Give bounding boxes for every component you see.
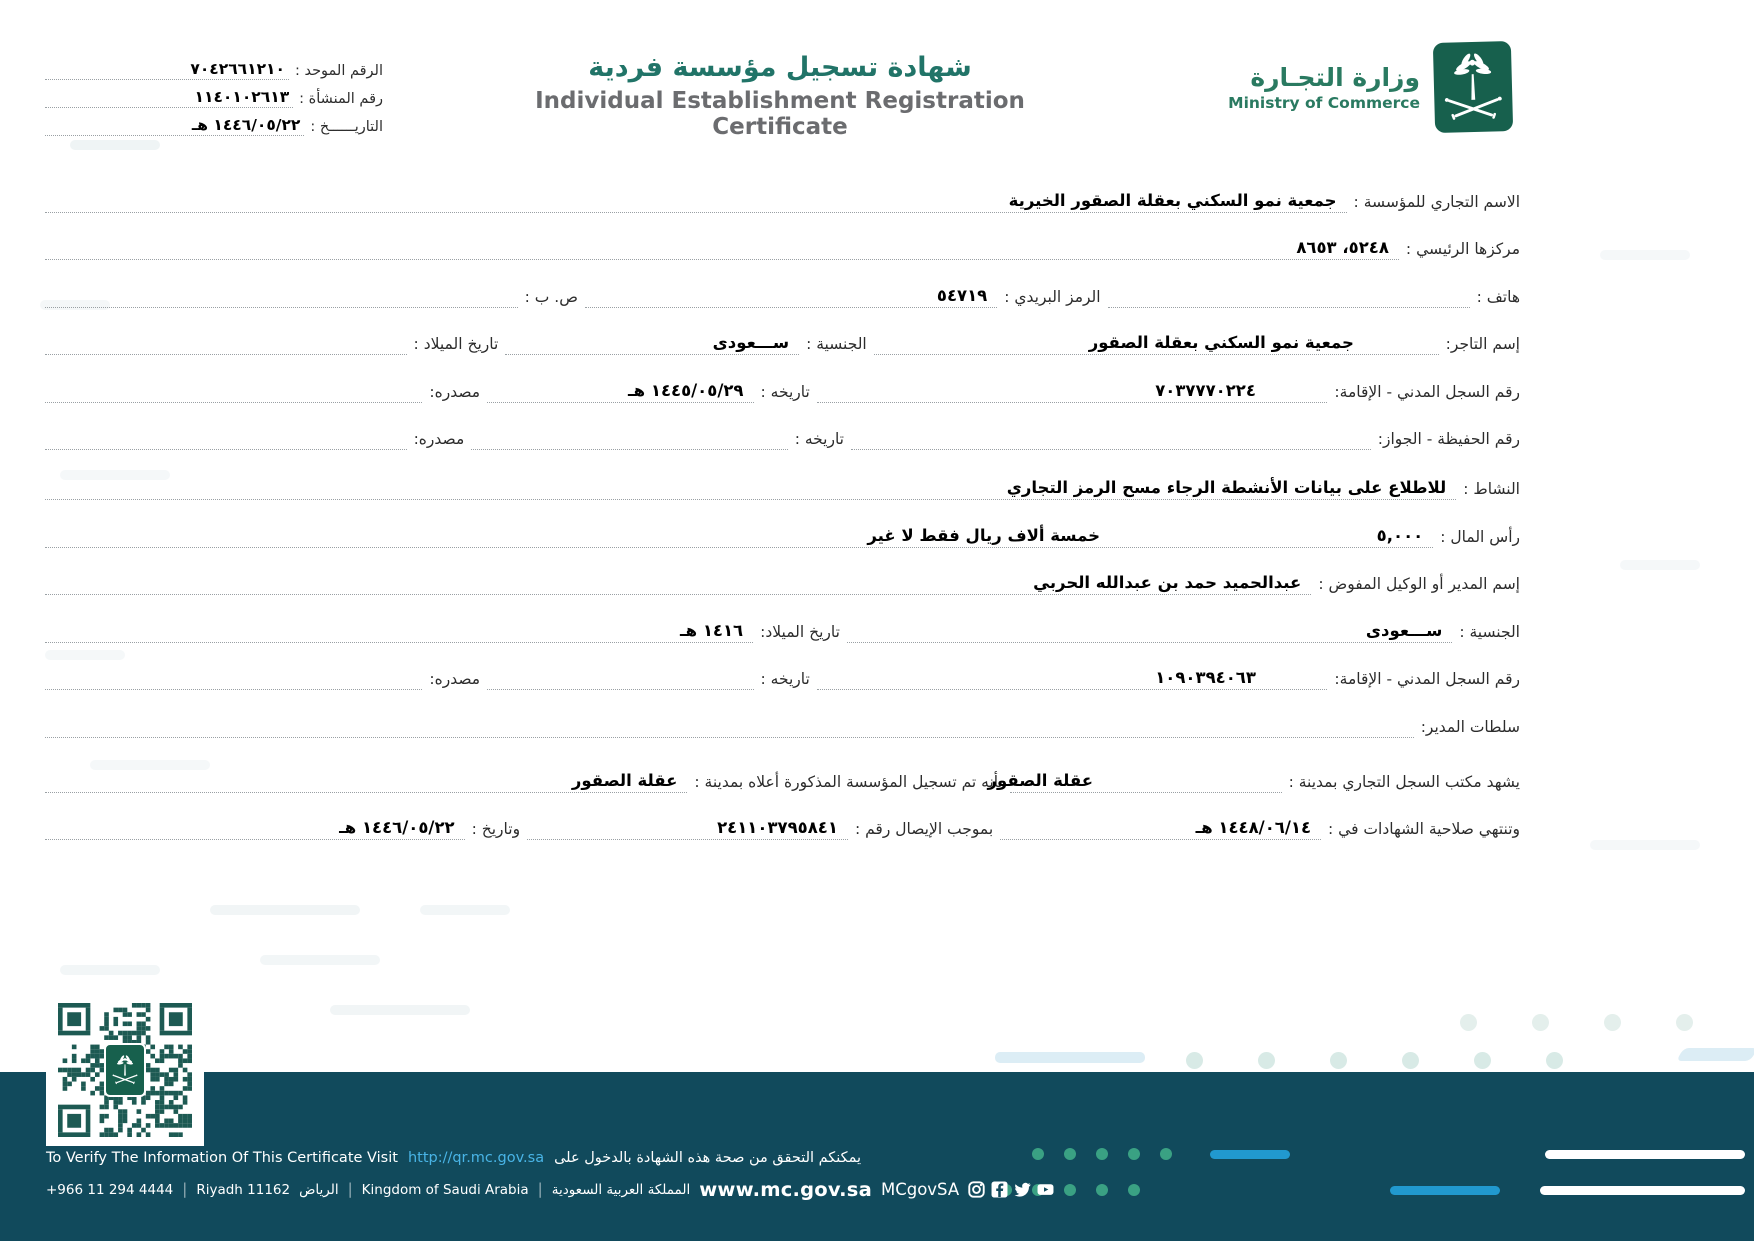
issue-date-value: ١٤٤٦/٠٥/٢٢ هـ <box>191 116 301 134</box>
trade-name-label: الاسم التجاري للمؤسسة : <box>1353 193 1520 211</box>
decor-dot <box>1460 1014 1477 1031</box>
decor-dot <box>1128 1148 1140 1160</box>
dotted-line <box>851 417 1371 450</box>
instagram-icon <box>968 1181 985 1198</box>
po-box-label: ص. ب : <box>524 288 578 306</box>
dotted-line <box>45 180 1347 213</box>
trade-name-value: جمعية نمو السكني بعقلة الصقور الخيرية <box>1008 191 1337 210</box>
decor-dash <box>60 965 160 975</box>
passport-label: رقم الحفيظة - الجواز: <box>1377 430 1520 448</box>
divider: | <box>182 1179 188 1198</box>
title-english: Individual Establishment Registration Certificate <box>535 88 1025 140</box>
decor-dot <box>1064 1148 1076 1160</box>
decor-dash <box>260 955 380 965</box>
unified-number-value: ٧٠٤٢٦٦١٢١٠ <box>190 60 285 78</box>
passport-date-label: تاريخه : <box>794 430 844 448</box>
field-row-manager-id <box>45 658 1520 690</box>
postal-code-label: الرمز البريدي : <box>1004 288 1101 306</box>
dotted-line <box>45 562 1311 595</box>
decor-dot <box>1402 1052 1419 1069</box>
footer-social-handle: MCgovSA <box>880 1180 960 1199</box>
unified-number-label: الرقم الموحد : <box>294 63 383 79</box>
manager-powers-label: سلطات المدير: <box>1420 718 1520 736</box>
dotted-line <box>585 275 997 308</box>
dotted-line <box>45 610 753 643</box>
decor-bar <box>1390 1186 1500 1195</box>
decor-dash <box>420 905 510 915</box>
twitter-icon <box>1014 1181 1031 1198</box>
verify-url-link[interactable]: http://qr.mc.gov.sa <box>407 1150 545 1166</box>
field-row-manager-powers <box>45 706 1520 738</box>
decor-dash <box>1600 250 1690 260</box>
dotted-line <box>45 657 422 690</box>
issue-date-row <box>45 108 383 136</box>
capital-label: رأس المال : <box>1440 528 1520 546</box>
trader-id-source-label: مصدره: <box>429 383 481 401</box>
decor-bar <box>1540 1186 1745 1195</box>
manager-birth-date-label: تاريخ الميلاد: <box>760 623 840 641</box>
dotted-line <box>45 227 1399 260</box>
activity-label: النشاط : <box>1463 480 1520 498</box>
decor-dash <box>1620 560 1700 570</box>
field-row-phone-postal <box>45 276 1520 308</box>
phone-label: هاتف : <box>1476 288 1520 306</box>
decor-dash <box>210 905 360 915</box>
receipt-number-value: ٢٤١١٠٣٧٩٥٨٤١ <box>717 818 838 837</box>
decor-dash <box>330 1005 470 1015</box>
dotted-line <box>527 807 848 840</box>
decor-dot <box>1064 1184 1076 1196</box>
decor-dot <box>1186 1052 1203 1069</box>
ministry-name-english: Ministry of Commerce <box>1228 93 1420 112</box>
verify-line <box>46 1150 861 1166</box>
decor-dash <box>1590 840 1700 850</box>
manager-name-label: إسم المدير أو الوكيل المفوض : <box>1318 575 1520 593</box>
decor-dot <box>1532 1014 1549 1031</box>
trader-name-label: إسم التاجر: <box>1445 335 1520 353</box>
manager-nationality-value: ســـعودى <box>1365 621 1443 640</box>
dotted-line <box>987 760 1282 793</box>
decor-dot <box>1604 1014 1621 1031</box>
dotted-line <box>1000 807 1321 840</box>
expiry-date-label: وتنتهي صلاحية الشهادات في : <box>1328 820 1520 838</box>
registered-in-city-label: بأنه تم تسجيل المؤسسة المذكورة أعلاه بمدينة : <box>694 773 1003 791</box>
registry-office-city-value: عقلة الصقور <box>987 771 1093 790</box>
field-row-trader-id <box>45 371 1520 403</box>
dotted-line <box>45 51 289 80</box>
decor-dot <box>1032 1148 1044 1160</box>
capital-amount-value: ٥,٠٠٠ <box>1376 526 1424 545</box>
decor-dot <box>1160 1148 1172 1160</box>
dotted-line <box>487 657 753 690</box>
saudi-emblem-icon <box>1433 41 1513 133</box>
establishment-number-row <box>45 80 383 108</box>
decor-dot <box>1128 1184 1140 1196</box>
qr-code <box>46 994 204 1146</box>
divider: | <box>347 1179 353 1198</box>
dotted-line <box>487 370 753 403</box>
decor-dash <box>70 140 160 150</box>
certificate-title <box>480 52 1080 140</box>
field-row-trade-name <box>45 181 1520 213</box>
footer-phone: +966 11 294 4444 <box>46 1181 174 1198</box>
decor-dot <box>1330 1052 1347 1069</box>
field-row-activity <box>45 468 1520 500</box>
decor-dot <box>1258 1052 1275 1069</box>
dotted-line <box>45 807 465 840</box>
dotted-line <box>45 370 422 403</box>
reference-block <box>45 52 383 136</box>
establishment-number-value: ١١٤٠١٠٢٦١٣ <box>194 88 290 106</box>
field-row-registry-city <box>45 761 1520 793</box>
dotted-line <box>817 370 1328 403</box>
manager-nationality-label: الجنسية : <box>1459 623 1520 641</box>
dotted-line <box>45 107 304 136</box>
facebook-icon <box>991 1181 1008 1198</box>
field-row-manager-nationality <box>45 611 1520 643</box>
field-row-passport <box>45 418 1520 450</box>
footer-city-en: Riyadh 11162 <box>196 1181 291 1198</box>
dotted-line <box>1108 275 1470 308</box>
verify-text-ar: يمكنكم التحقق من صحة هذه الشهادة بالدخول على <box>554 1150 862 1166</box>
decor-dot <box>1096 1184 1108 1196</box>
manager-id-label: رقم السجل المدني - الإقامة: <box>1334 670 1520 688</box>
trader-id-date-label: تاريخه : <box>760 383 810 401</box>
registry-office-city-label: يشهد مكتب السجل التجاري بمدينة : <box>1288 773 1520 791</box>
decor-bar <box>995 1052 1145 1063</box>
activity-value: للاطلاع على بيانات الأنشطة الرجاء مسح الرمز التجاري <box>1006 478 1447 497</box>
dotted-line <box>847 610 1452 643</box>
field-row-manager-name <box>45 563 1520 595</box>
dotted-line <box>45 275 518 308</box>
ministry-name-arabic: وزارة التجـارة <box>1250 62 1420 92</box>
field-row-trader <box>45 323 1520 355</box>
trader-nationality-label: الجنسية : <box>806 335 867 353</box>
divider: | <box>537 1179 543 1198</box>
establishment-number-label: رقم المنشأة : <box>299 91 383 107</box>
verify-text-en: To Verify The Information Of This Certificate Visit <box>46 1150 398 1166</box>
head-office-label: مركزها الرئيسي : <box>1405 240 1520 258</box>
dotted-line <box>45 322 407 355</box>
receipt-date-value: ١٤٤٦/٠٥/٢٢ هـ <box>339 818 455 837</box>
field-row-head-office <box>45 228 1520 260</box>
decor-dot <box>1546 1052 1563 1069</box>
dotted-line <box>471 417 787 450</box>
manager-id-date-label: تاريخه : <box>760 670 810 688</box>
dotted-line <box>45 760 687 793</box>
manager-id-source-label: مصدره: <box>429 670 481 688</box>
ministry-logo-text <box>1228 63 1420 112</box>
receipt-date-label: وتاريخ : <box>471 820 521 838</box>
registered-in-city-value: عقلة الصقور <box>571 771 678 790</box>
decor-dot <box>1676 1014 1693 1031</box>
decor-bar <box>1676 1048 1754 1061</box>
dotted-line <box>45 705 1414 738</box>
title-arabic: شهادة تسجيل مؤسسة فردية <box>588 52 972 83</box>
trader-name-value: جمعية نمو السكني بعقلة الصقور <box>1088 333 1354 352</box>
field-row-validity <box>45 808 1520 840</box>
youtube-icon <box>1037 1181 1054 1198</box>
decor-dot <box>1096 1148 1108 1160</box>
manager-name-value: عبدالحميد حمد بن عبدالله الحربي <box>1033 573 1302 592</box>
footer-city-ar: الرياض <box>299 1181 339 1198</box>
trader-birth-date-label: تاريخ الميلاد : <box>413 335 499 353</box>
decor-bar <box>1545 1150 1745 1159</box>
passport-source-label: مصدره: <box>413 430 465 448</box>
expiry-date-value: ١٤٤٨/٠٦/١٤ هـ <box>1195 818 1312 837</box>
dotted-line <box>817 657 1328 690</box>
manager-birth-date-value: ١٤١٦ هـ <box>680 621 744 640</box>
qr-center-emblem-icon <box>104 1043 146 1097</box>
footer-website-link[interactable]: www.mc.gov.sa <box>699 1178 872 1201</box>
postal-code-value: ٥٤٧١٩ <box>936 286 988 305</box>
trader-id-label: رقم السجل المدني - الإقامة: <box>1334 383 1520 401</box>
trader-id-value: ٧٠٣٧٧٧٠٢٢٤ <box>1155 381 1256 400</box>
dotted-line <box>45 417 407 450</box>
receipt-number-label: بموجب الإيصال رقم : <box>854 820 994 838</box>
dotted-line <box>874 322 1439 355</box>
field-row-capital <box>45 516 1520 548</box>
trader-id-date-value: ١٤٤٥/٠٥/٢٩ هـ <box>628 381 744 400</box>
footer-country-en: Kingdom of Saudi Arabia <box>361 1181 529 1198</box>
dotted-line <box>505 322 799 355</box>
dotted-line <box>45 467 1456 500</box>
footer-country-ar: المملكة العربية السعودية <box>551 1181 691 1198</box>
trader-nationality-value: ســـعودى <box>712 333 790 352</box>
contact-line <box>46 1178 1056 1201</box>
dotted-line <box>45 79 293 108</box>
unified-number-row <box>45 52 383 80</box>
decor-dot <box>1474 1052 1491 1069</box>
manager-id-value: ١٠٩٠٣٩٤٠٦٣ <box>1155 668 1256 687</box>
social-icons <box>968 1181 1054 1198</box>
head-office-value: ٥٢٤٨، ٨٦٥٣ <box>1296 238 1389 257</box>
dotted-line <box>45 515 1433 548</box>
decor-bar <box>1210 1150 1290 1159</box>
ministry-logo <box>1228 42 1512 132</box>
capital-text-value: خمسة ألاف ريال فقط لا غير <box>867 526 1101 545</box>
issue-date-label: التاريــــــخ : <box>310 119 383 135</box>
